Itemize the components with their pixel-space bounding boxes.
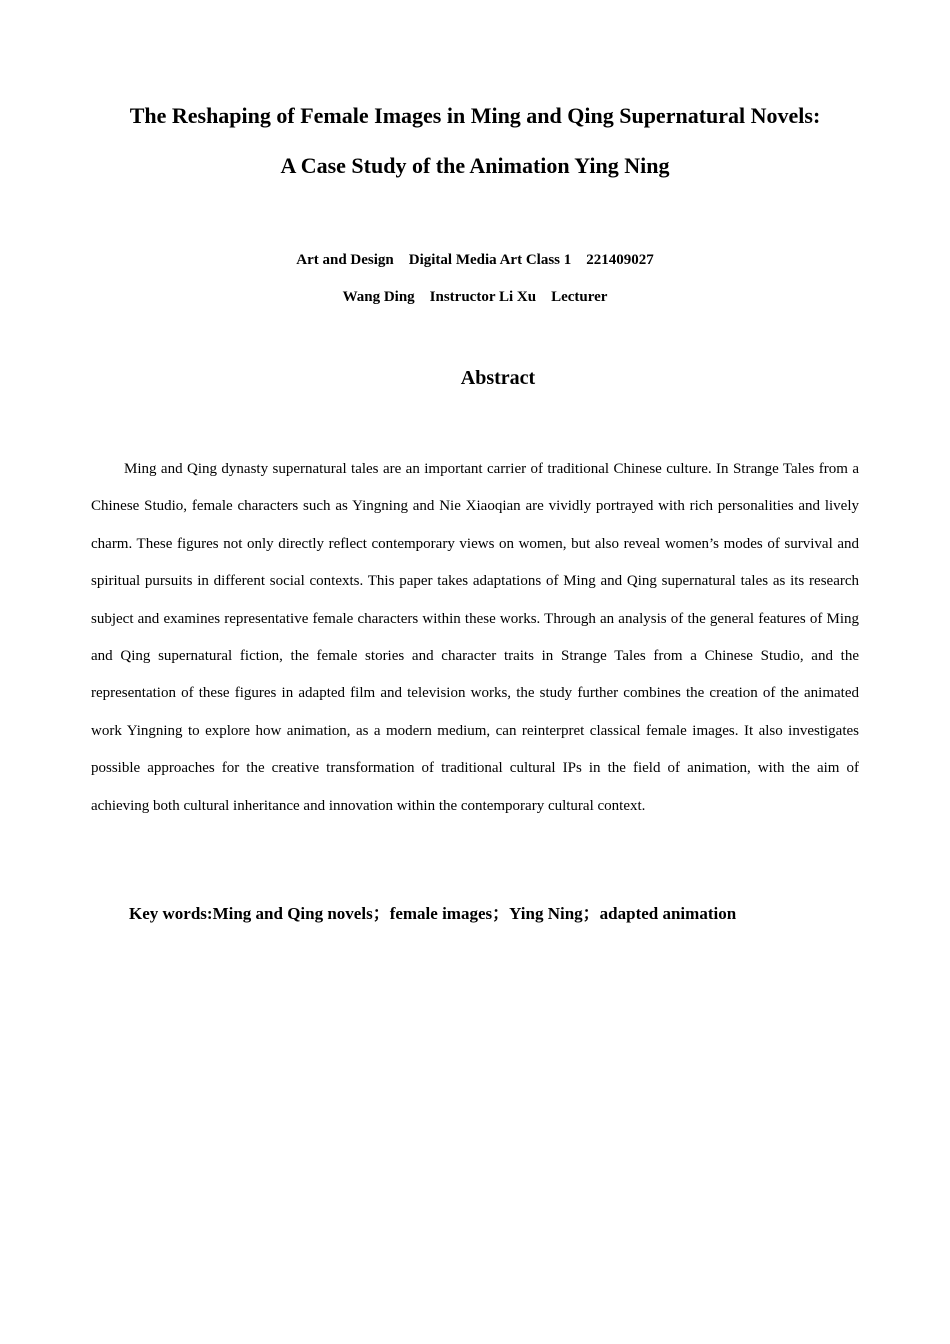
author-affiliation-line: Art and Design Digital Media Art Class 1 221409027 <box>296 252 654 268</box>
abstract-body: Ming and Qing dynasty supernatural tales are an important carrier of traditional Chinese culture. In Strange Tales from a Chinese Studio, female characters such as Yingning and Nie Xiaoqian are vividly portrayed with rich personalities and lively charm. These figures not only directly reflect contemporary views on women, but also reveal women’s modes of survival and spiritual pursuits in different social contexts. This paper takes adaptations of Ming and Qing supernatural tales as its research subject and examines representative female characters within these works. Through an analysis of the general features of Ming and Qing supernatural fiction, the female stories and character traits in Strange Tales from a Chinese Studio, and the representation of these figures in adapted film and television works, the study further combines the creation of the animated work Yingning to explore how animation, as a modern medium, can reinterpret classical female images. It also investigates possible approaches for the creative transformation of traditional cultural IPs in the field of animation, with the aim of achieving both cultural inheritance and innovation within the contemporary cultural context. <box>91 461 859 814</box>
abstract-heading: Abstract <box>460 367 536 389</box>
paper-title-line-2: A Case Study of the Animation Ying Ning <box>280 153 670 178</box>
paper-title-line-1: The Reshaping of Female Images in Ming and Qing Supernatural Novels: <box>129 103 821 128</box>
keywords-line: Key words:Ming and Qing novels；female images；Ying Ning；adapted animation <box>129 904 737 923</box>
author-instructor-line: Wang Ding Instructor Li Xu Lecturer <box>342 289 608 305</box>
